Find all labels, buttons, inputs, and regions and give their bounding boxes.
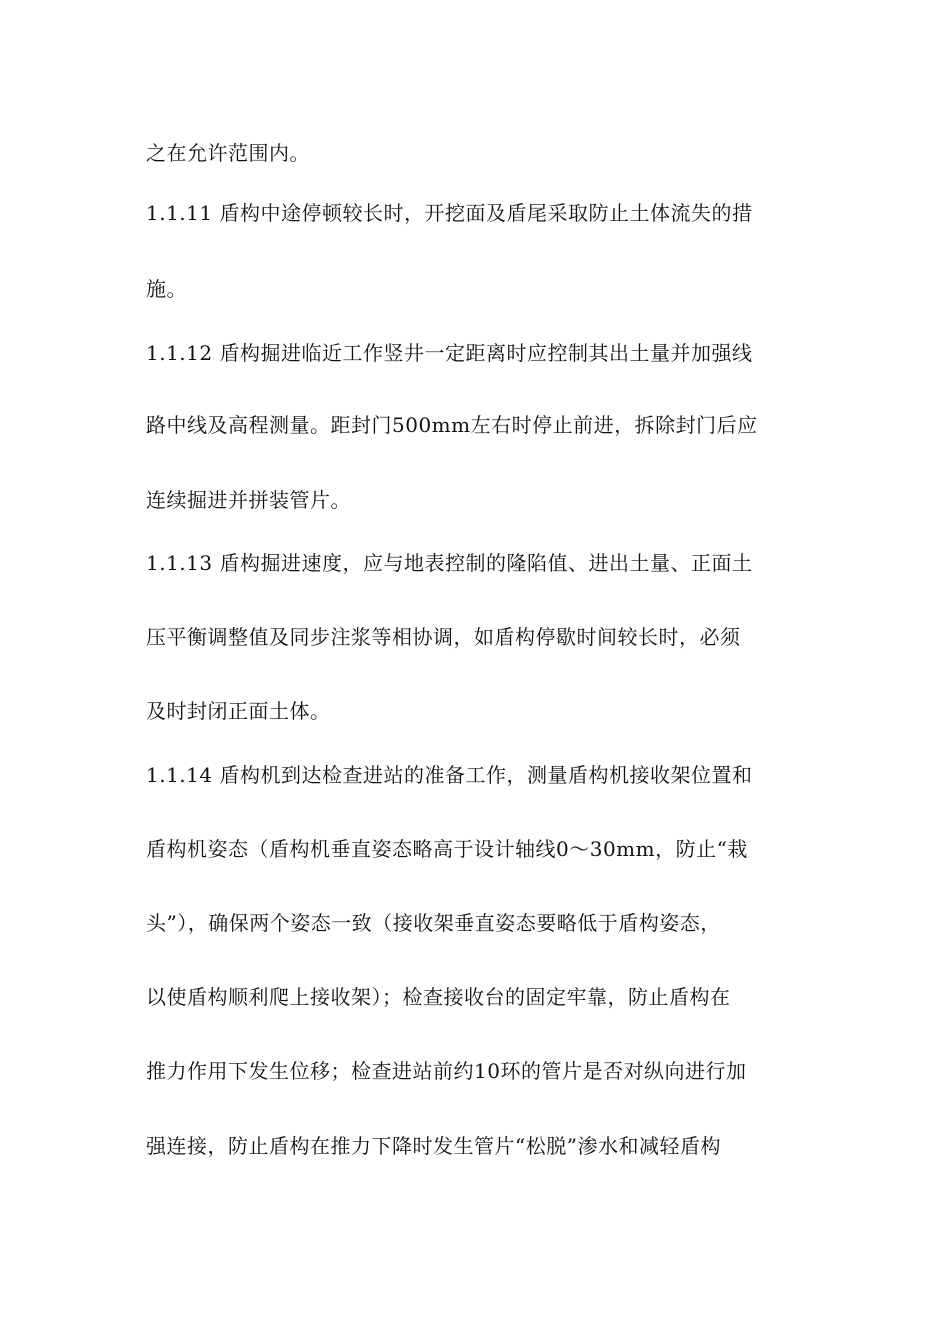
text-line-6: 连续掘进并拼装管片。	[146, 488, 351, 512]
text-line-14: 推力作用下发生位移；检查进站前约10环的管片是否对纵向进行加	[146, 1059, 747, 1083]
text-line-8: 压平衡调整值及同步注浆等相协调，如盾构停歇时间较长时，必须	[146, 625, 741, 649]
text-line-11: 盾构机姿态（盾构机垂直姿态略高于设计轴线0～30mm，防止“栽	[146, 837, 748, 861]
text-line-12: 头”），确保两个姿态一致（接收架垂直姿态要略低于盾构姿态，	[146, 911, 721, 935]
text-line-3: 施。	[146, 277, 187, 301]
text-line-13: 以使盾构顺利爬上接收架）；检查接收台的固定牢靠，防止盾构在	[146, 985, 731, 1009]
text-line-10: 1.1.14 盾构机到达检查进站的准备工作，测量盾构机接收架位置和	[146, 763, 753, 787]
text-line-15: 强连接，防止盾构在推力下降时发生管片“松脱”渗水和减轻盾构	[146, 1134, 721, 1158]
text-line-5: 路中线及高程测量。距封门500mm左右时停止前进，拆除封门后应	[146, 413, 758, 437]
text-line-2: 1.1.11 盾构中途停顿较长时，开挖面及盾尾采取防止土体流失的措	[146, 201, 753, 225]
text-line-1: 之在允许范围内。	[146, 141, 310, 165]
text-line-4: 1.1.12 盾构掘进临近工作竖井一定距离时应控制其出土量并加强线	[146, 341, 753, 365]
text-line-9: 及时封闭正面土体。	[146, 699, 331, 723]
text-line-7: 1.1.13 盾构掘进速度，应与地表控制的隆陷值、进出土量、正面土	[146, 551, 753, 575]
